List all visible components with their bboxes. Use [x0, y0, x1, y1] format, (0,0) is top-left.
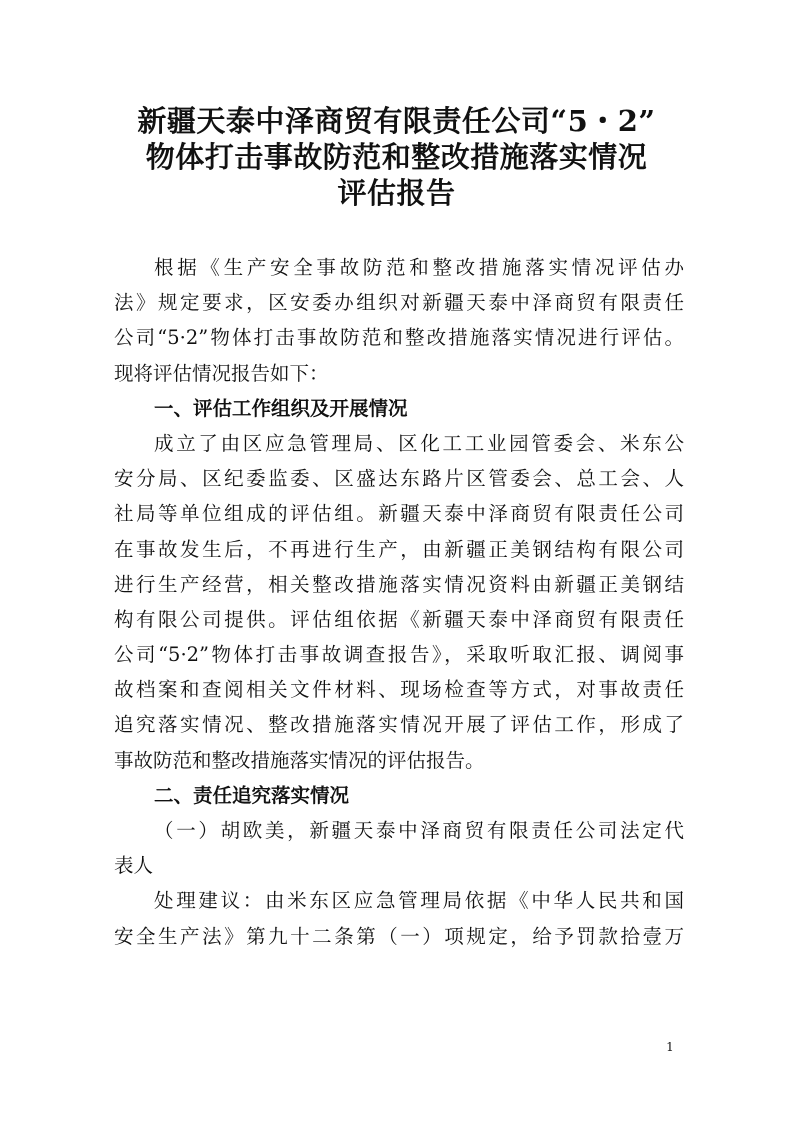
intro-line: 现将评估情况报告如下： — [114, 361, 329, 385]
section2-line: 安全生产法》第九十二条第（一）项规定，给予罚款拾壹万 — [114, 924, 684, 948]
report-title-line-2: 物体打击事故防范和整改措施落实情况 — [145, 140, 648, 174]
page-number: 1 — [666, 1040, 674, 1054]
section1-line: 构有限公司提供。评估组依据《新疆天泰中泽商贸有限责任 — [114, 607, 684, 631]
section2-line: （一）胡欧美，新疆天泰中泽商贸有限责任公司法定代 — [154, 819, 684, 842]
report-body — [114, 250, 684, 954]
section2-line: 表人 — [114, 854, 154, 878]
section1-line: 事故防范和整改措施落实情况的评估报告。 — [114, 748, 485, 772]
section1-line: 追究落实情况、整改措施落实情况开展了评估工作，形成了 — [114, 713, 684, 737]
section1-line: 公司“5·2”物体打击事故调查报告》，采取听取汇报、调阅事 — [114, 643, 684, 667]
section1-line: 成立了由区应急管理局、区化工工业园管委会、米东公 — [154, 431, 684, 455]
section1-line: 在事故发生后，不再进行生产，由新疆正美钢结构有限公司 — [114, 537, 684, 561]
report-title-line-3: 评估报告 — [337, 176, 456, 210]
intro-line: 根据《生产安全事故防范和整改措施落实情况评估办 — [154, 256, 684, 279]
section2-line: 处理建议：由米东区应急管理局依据《中华人民共和国 — [154, 889, 684, 913]
section1-line: 社局等单位组成的评估组。新疆天泰中泽商贸有限责任公司 — [114, 502, 684, 526]
report-title-line-1: 新疆天泰中泽商贸有限责任公司“5・2” — [137, 104, 656, 138]
section-heading-1: 一、评估工作组织及开展情况 — [154, 396, 408, 420]
intro-line: 法》规定要求，区安委办组织对新疆天泰中泽商贸有限责任 — [114, 291, 684, 315]
section1-line: 进行生产经营，相关整改措施落实情况资料由新疆正美钢结 — [114, 572, 684, 596]
section1-line: 安分局、区纪委监委、区盛达东路片区管委会、总工会、人 — [114, 467, 684, 491]
section-heading-2: 二、责任追究落实情况 — [154, 783, 350, 807]
section1-line: 故档案和查阅相关文件材料、现场检查等方式，对事故责任 — [114, 678, 684, 702]
intro-line: 公司“5·2”物体打击事故防范和整改措施落实情况进行评估。 — [114, 326, 684, 350]
